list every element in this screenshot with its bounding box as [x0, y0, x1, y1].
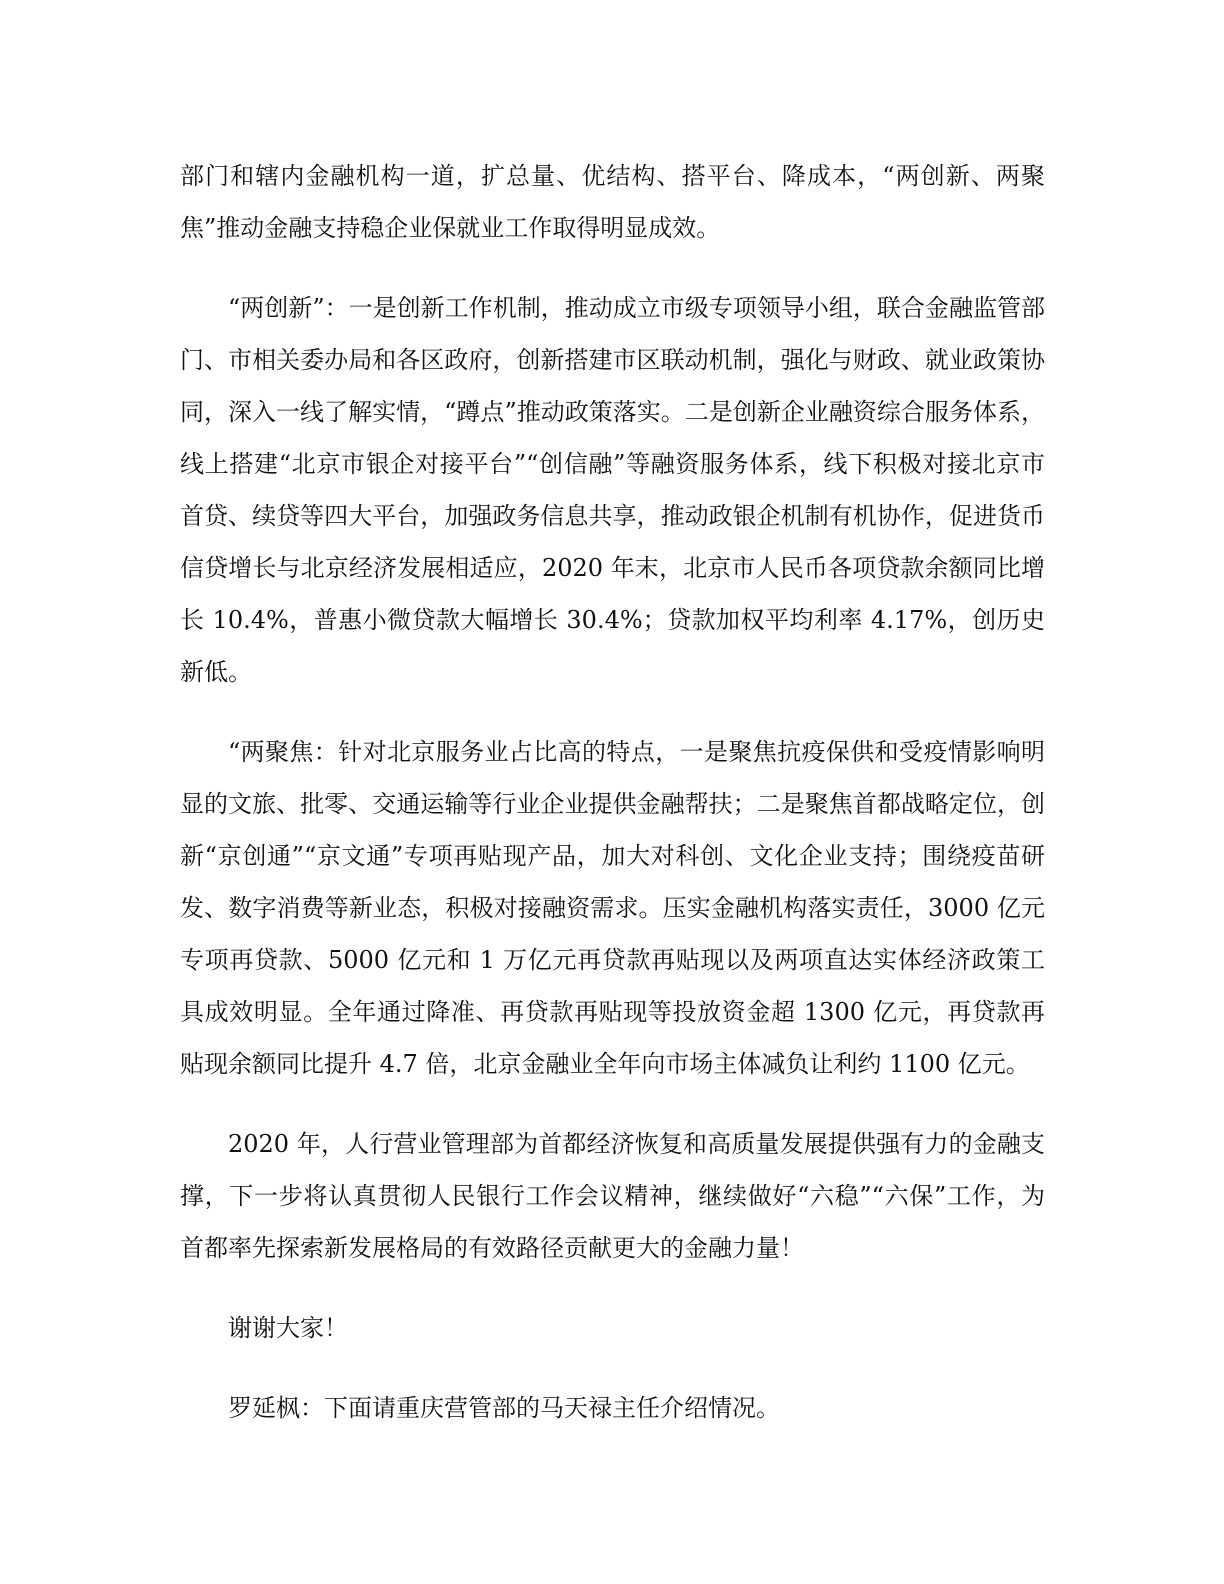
paragraph-thanks: 谢谢大家！: [228, 1314, 348, 1342]
paragraph-two-innovations: “两创新”：一是创新工作机制，推动成立市级专项领导小组，联合金融监管部门、市相关委办局和各区政府，创新搭建市区联动机制，强化与财政、就业政策协同，深入一线了解实情，“蹲点”推动政策落实。二是创新企业融资综合服务体系，线上搭建“北京市银企对接平台”“创信融”等融资服务体系，线下积极对接北京市首贷、续贷等四大平台，加强政务信息共享，推动政银企机制有机协作，促进货币信贷增长与北京经济发展相适应，2020 年末，北京市人民币各项贷款余额同比增长 10.4%，普惠小微贷款大幅增长 30.4%；贷款加权平均利率 4.17%，创历史新低。: [180, 294, 1045, 686]
paragraph-moderator: 罗延枫：下面请重庆营管部的马天禄主任介绍情况。: [228, 1394, 780, 1422]
paragraph-summary-2020: 2020 年，人行营业管理部为首都经济恢复和高质量发展提供强有力的金融支撑，下一步将认真贯彻人民银行工作会议精神，继续做好“六稳”“六保”工作，为首都率先探索新发展格局的有效路径贡献更大的金融力量！: [180, 1130, 1045, 1262]
paragraph-continuation: 部门和辖内金融机构一道，扩总量、优结构、搭平台、降成本，“两创新、两聚焦”推动金融支持稳企业保就业工作取得明显成效。: [180, 162, 1045, 242]
paragraph-two-focuses: “两聚焦：针对北京服务业占比高的特点，一是聚焦抗疫保供和受疫情影响明显的文旅、批零、交通运输等行业企业提供金融帮扶；二是聚焦首都战略定位，创新“京创通”“京文通”专项再贴现产品，加大对科创、文化企业支持；围绕疫苗研发、数字消费等新业态，积极对接融资需求。压实金融机构落实责任，3000 亿元专项再贷款、5000 亿元和 1 万亿元再贷款再贴现以及两项直达实体经济政策工具成效明显。全年通过降准、再贷款再贴现等投放资金超 1300 亿元，再贷款再贴现余额同比提升 4.7 倍，北京金融业全年向市场主体减负让利约 1100 亿元。: [180, 738, 1045, 1078]
document-body: [180, 150, 1045, 1434]
